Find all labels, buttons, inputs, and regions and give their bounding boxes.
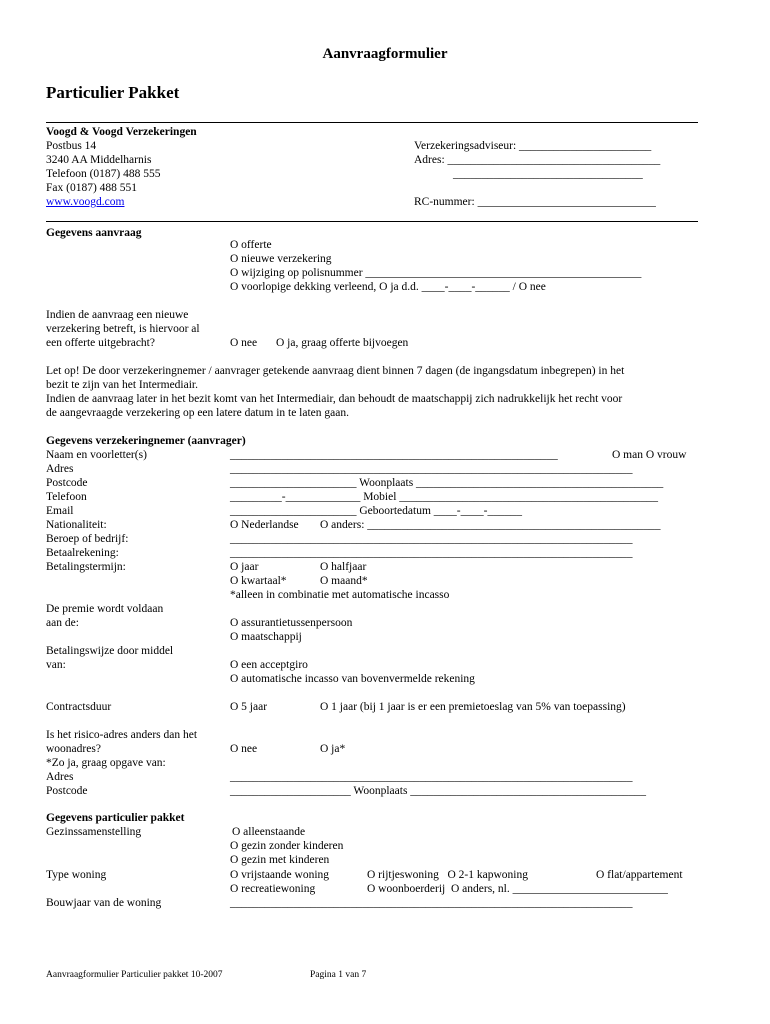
advisor-address-field-2[interactable]: _________________________________ bbox=[453, 168, 643, 180]
housing-farmhouse-other-option[interactable]: O woonboerderij O anders, nl. ___________________________ bbox=[367, 883, 668, 895]
label-payment-term: Betalingstermijn: bbox=[46, 561, 126, 573]
housing-terraced-semi-option[interactable]: O rijtjeswoning O 2-1 kapwoning bbox=[367, 869, 528, 881]
notice-text: Let op! De door verzekeringnemer / aanvrager getekende aanvraag dient binnen 7 dagen (de ingangsdatum inbegrepen) in het bbox=[46, 365, 625, 377]
gender-options[interactable]: O man O vrouw bbox=[612, 449, 687, 461]
package-heading: Gegevens particulier pakket bbox=[46, 812, 185, 824]
build-year-label: Bouwjaar van de woning bbox=[46, 897, 162, 909]
label-email: Email bbox=[46, 505, 74, 517]
risk-postcode-field[interactable]: _____________________ Woonplaats _________________________________________ bbox=[230, 785, 647, 797]
risk-yes-option[interactable]: O ja* bbox=[320, 743, 346, 755]
account-field[interactable]: ______________________________________________________________________ bbox=[230, 547, 633, 559]
premium-label: aan de: bbox=[46, 617, 79, 629]
policyholder-heading: Gegevens verzekeringnemer (aanvrager) bbox=[46, 435, 246, 447]
risk-address-label: Adres bbox=[46, 771, 74, 783]
label-occupation: Beroep of bedrijf: bbox=[46, 533, 129, 545]
term-year-option[interactable]: O jaar bbox=[230, 561, 259, 573]
page-number: Pagina 1 van 7 bbox=[310, 970, 367, 980]
notice-text: bezit te zijn van het Intermediair. bbox=[46, 379, 198, 391]
risk-address-label: *Zo ja, graag opgave van: bbox=[46, 757, 166, 769]
option-policy-change[interactable]: O wijziging op polisnummer ________________________________________________ bbox=[230, 267, 642, 279]
risk-address-field[interactable]: ______________________________________________________________________ bbox=[230, 771, 633, 783]
housing-label: Type woning bbox=[46, 869, 107, 881]
risk-address-label: woonadres? bbox=[46, 743, 101, 755]
divider bbox=[46, 122, 698, 123]
nationality-dutch-option[interactable]: O Nederlandse bbox=[230, 519, 299, 531]
company-website-link[interactable]: www.voogd.com bbox=[46, 196, 125, 208]
label-name: Naam en voorletter(s) bbox=[46, 449, 147, 461]
housing-flat-option[interactable]: O flat/appartement bbox=[596, 869, 683, 881]
housing-recreation-option[interactable]: O recreatiewoning bbox=[230, 883, 316, 895]
term-note: *alleen in combinatie met automatische incasso bbox=[230, 589, 450, 601]
company-phone: Telefoon (0187) 488 555 bbox=[46, 168, 161, 180]
option-offerte[interactable]: O offerte bbox=[230, 239, 272, 251]
contract-label: Contractsduur bbox=[46, 701, 112, 713]
address-field[interactable]: ______________________________________________________________________ bbox=[230, 463, 633, 475]
premium-company-option[interactable]: O maatschappij bbox=[230, 631, 302, 643]
advisor-field[interactable]: Verzekeringsadviseur: _______________________ bbox=[414, 140, 652, 152]
page-title: Aanvraagformulier bbox=[322, 46, 448, 62]
contract-1-year-option[interactable]: O 1 jaar (bij 1 jaar is er een premietoeslag van 5% van toepassing) bbox=[320, 701, 626, 713]
term-month-option[interactable]: O maand* bbox=[320, 575, 368, 587]
company-fax: Fax (0187) 488 551 bbox=[46, 182, 138, 194]
household-children-option[interactable]: O gezin met kinderen bbox=[230, 854, 330, 866]
risk-address-label: Is het risico-adres anders dan het bbox=[46, 729, 198, 741]
company-name: Voogd & Voogd Verzekeringen bbox=[46, 126, 197, 138]
label-phone: Telefoon bbox=[46, 491, 87, 503]
option-temporary-cover[interactable]: O voorlopige dekking verleend, O ja d.d. ____-____-______ / O nee bbox=[230, 281, 546, 293]
offer-yes-option[interactable]: O ja, graag offerte bijvoegen bbox=[276, 337, 409, 349]
label-nationality: Nationaliteit: bbox=[46, 519, 107, 531]
offer-question: verzekering betreft, is hiervoor al bbox=[46, 323, 200, 335]
postcode-city-field[interactable]: ______________________ Woonplaats ___________________________________________ bbox=[230, 477, 664, 489]
label-address: Adres bbox=[46, 463, 74, 475]
build-year-field[interactable]: ______________________________________________________________________ bbox=[230, 897, 633, 909]
option-new-insurance[interactable]: O nieuwe verzekering bbox=[230, 253, 332, 265]
notice-text: Indien de aanvraag later in het bezit komt van het Intermediair, dan behoudt de maatschappij zich nadrukkelijk het recht voor bbox=[46, 393, 623, 405]
household-no-children-option[interactable]: O gezin zonder kinderen bbox=[230, 840, 344, 852]
advisor-address-field[interactable]: Adres: _____________________________________ bbox=[414, 154, 661, 166]
name-field[interactable]: _________________________________________________________ bbox=[230, 449, 558, 461]
label-account: Betaalrekening: bbox=[46, 547, 119, 559]
label-postcode: Postcode bbox=[46, 477, 88, 489]
household-label: Gezinssamenstelling bbox=[46, 826, 142, 838]
premium-label: De premie wordt voldaan bbox=[46, 603, 164, 615]
payment-giro-option[interactable]: O een acceptgiro bbox=[230, 659, 308, 671]
risk-no-option[interactable]: O nee bbox=[230, 743, 258, 755]
nationality-other-field[interactable]: O anders: ___________________________________________________ bbox=[320, 519, 661, 531]
housing-detached-option[interactable]: O vrijstaande woning bbox=[230, 869, 330, 881]
term-quarter-option[interactable]: O kwartaal* bbox=[230, 575, 287, 587]
payment-method-label: Betalingswijze door middel bbox=[46, 645, 174, 657]
payment-method-label: van: bbox=[46, 659, 66, 671]
offer-no-option[interactable]: O nee bbox=[230, 337, 258, 349]
company-address: Postbus 14 bbox=[46, 140, 97, 152]
household-single-option[interactable]: O alleenstaande bbox=[232, 826, 306, 838]
offer-question: Indien de aanvraag een nieuwe bbox=[46, 309, 189, 321]
email-birthdate-field[interactable]: ______________________ Geboortedatum ____-____-______ bbox=[230, 505, 522, 517]
contract-5-year-option[interactable]: O 5 jaar bbox=[230, 701, 268, 713]
company-city: 3240 AA Middelharnis bbox=[46, 154, 152, 166]
notice-text: de aangevraagde verzekering op een latere datum in te laten gaan. bbox=[46, 407, 349, 419]
payment-direct-debit-option[interactable]: O automatische incasso van bovenvermelde rekening bbox=[230, 673, 475, 685]
divider bbox=[46, 221, 698, 222]
footer-title: Aanvraagformulier Particulier pakket 10-2007 bbox=[46, 970, 223, 980]
offer-question: een offerte uitgebracht? bbox=[46, 337, 155, 349]
page-subtitle: Particulier Pakket bbox=[46, 83, 180, 102]
phone-mobile-field[interactable]: _________-_____________ Mobiel _____________________________________________ bbox=[230, 491, 659, 503]
occupation-field[interactable]: ______________________________________________________________________ bbox=[230, 533, 633, 545]
risk-address-label: Postcode bbox=[46, 785, 88, 797]
term-halfyear-option[interactable]: O halfjaar bbox=[320, 561, 367, 573]
request-heading: Gegevens aanvraag bbox=[46, 227, 142, 239]
rc-number-field[interactable]: RC-nummer: _______________________________ bbox=[414, 196, 656, 208]
premium-broker-option[interactable]: O assurantietussenpersoon bbox=[230, 617, 353, 629]
